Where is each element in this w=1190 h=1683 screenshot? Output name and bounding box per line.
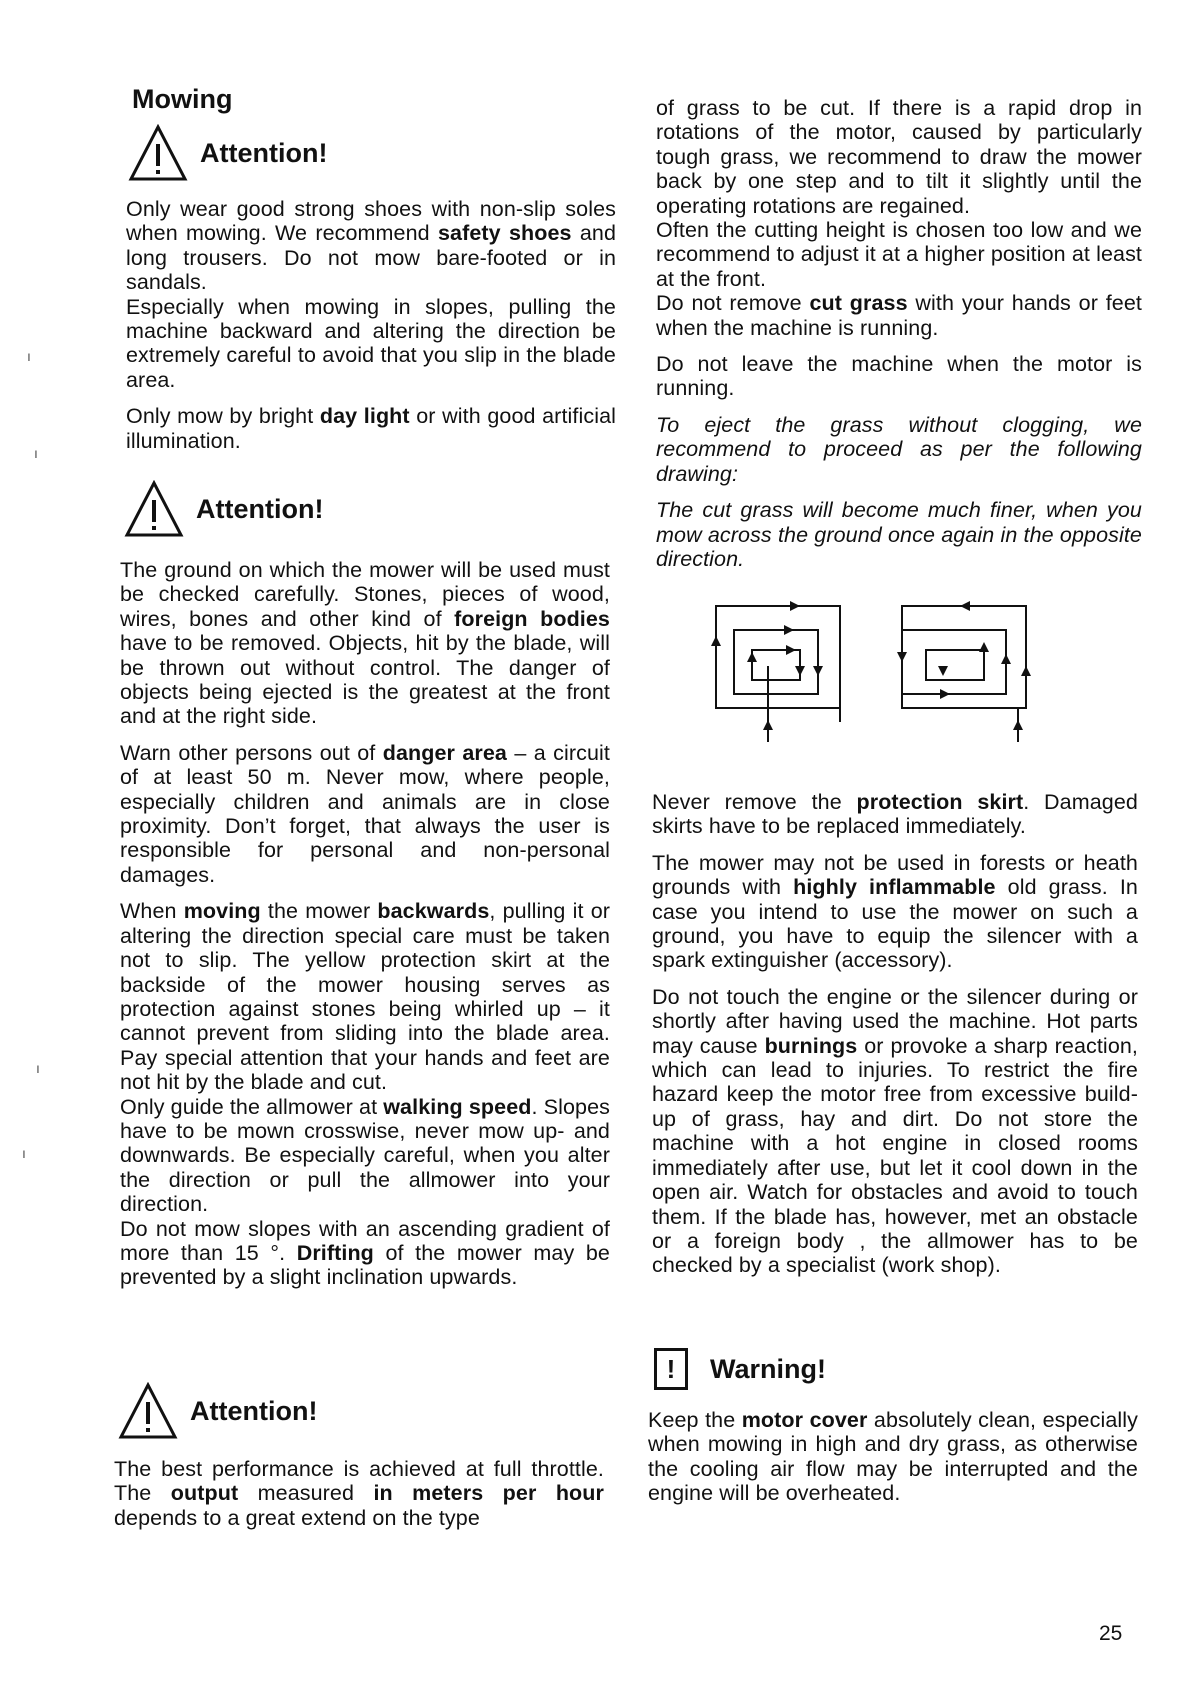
emphasis: foreign bodies xyxy=(454,606,610,631)
paragraph: Often the cutting height is chosen too low and we recommend to adjust it at a higher position at least at the front. xyxy=(656,218,1142,291)
emphasis: cut grass xyxy=(809,291,908,316)
paragraph: Warn other persons out of danger area – a circuit of at least 50 m. Never mow, where people, especially children and animals are in close proximity. Don’t forget, that always the user is responsible for personal and non-personal damages. xyxy=(120,740,610,887)
paragraph: When moving the mower backwards, pulling it or altering the direction special care must be taken not to slip. The yellow protection skirt at the backside of the mower housing serves as protection against stones being whirled up – it cannot prevent from sliding into the blade area. Pay special attention that your hands and feet are not hit by the blade and cut. xyxy=(120,899,611,1095)
emphasis: backwards xyxy=(377,899,490,924)
paragraph: Only guide the allmower at walking speed. Slopes have to be mown crosswise, never mow up- and downwards. Be especially careful, when you alter the direction or pull the allmower into your direction. xyxy=(120,1094,610,1217)
paragraph: The cut grass will become much finer, when you mow across the ground once again in the opposite direction. xyxy=(656,498,1142,571)
warning-triangle-icon xyxy=(128,124,188,182)
section-heading: Mowing xyxy=(132,84,233,114)
paragraph: Never remove the protection skirt. Damaged skirts have to be replaced immediately. xyxy=(652,790,1138,839)
warning-triangle-icon xyxy=(124,480,184,538)
emphasis: walking speed xyxy=(383,1094,532,1119)
paragraph: Keep the motor cover absolutely clean, especially when mowing in high and dry grass, as otherwise the cooling air flow may be interrupted and the engine will be overheated. xyxy=(648,1408,1138,1506)
attention-label: Attention! xyxy=(196,493,324,524)
paragraph: Do not mow slopes with an ascending gradient of more than 15 °. Drifting of the mower may be prevented by a slight inclination upwards. xyxy=(120,1216,610,1290)
emphasis: safety shoes xyxy=(437,221,572,246)
emphasis: output xyxy=(170,1481,239,1506)
page-number: 25 xyxy=(1099,1622,1123,1645)
emphasis: danger area xyxy=(382,740,507,765)
emphasis: in meters per hour xyxy=(373,1481,604,1506)
attention-block-1 xyxy=(128,124,327,182)
emphasis: burnings xyxy=(764,1033,858,1058)
paragraph: Only mow by bright day light or with good artificial illumination. xyxy=(126,404,617,453)
emphasis: protection skirt xyxy=(856,790,1024,814)
emphasis: motor cover xyxy=(741,1408,868,1432)
attention-block-3 xyxy=(118,1382,317,1440)
attention-block-2 xyxy=(124,480,323,538)
warning-triangle-icon xyxy=(118,1382,178,1440)
emphasis: moving xyxy=(183,899,261,924)
warning-label: Warning! xyxy=(710,1353,826,1384)
paragraph: The best performance is achieved at full throttle. The output measured in meters per hour depends to a great extend on the type xyxy=(114,1457,604,1530)
emphasis: day light xyxy=(319,404,410,429)
emphasis: highly inflammable xyxy=(793,875,996,900)
exclamation-box-icon: ! xyxy=(654,1348,688,1390)
paragraph: Do not touch the engine or the silencer during or shortly after having used the machine. Hot parts may cause burnings or provoke a sharp reaction, which can lead to injuries. To restrict the fire hazard keep the motor free from excessive build-up of grass, hay and dirt. Do not store the machine with a hot engine in closed rooms immediately after use, but let it cool down in the open air. Watch for obstacles and avoid to touch them. If the blade has, however, met an obstacle or a foreign body , the allmower has to be checked by a specialist (work shop). xyxy=(652,984,1139,1278)
paragraph: of grass to be cut. If there is a rapid drop in rotations of the motor, caused by particularly tough grass, we recommend to draw the mower back by one step and to tilt it slightly until the operating rotations are regained. xyxy=(656,96,1142,218)
paragraph: To eject the grass without clogging, we recommend to proceed as per the following drawing: xyxy=(656,412,1142,486)
warning-block xyxy=(654,1348,826,1390)
paragraph: Do not leave the machine when the motor is running. xyxy=(656,352,1142,401)
paragraph: The ground on which the mower will be used must be checked carefully. Stones, pieces of wood, wires, bones and other kind of foreign bodies have to be removed. Objects, hit by the blade, will be thrown out without control. The danger of objects being ejected is the greatest at the front and at the right side. xyxy=(120,558,610,729)
paragraph: The mower may not be used in forests or heath grounds with highly inflammable old grass. In case you intend to use the mower on such a ground, you have to equip the silencer with a spark extinguisher (accessory). xyxy=(652,850,1138,973)
emphasis: Drifting xyxy=(296,1240,374,1265)
paragraph: Especially when mowing in slopes, pulling the machine backward and altering the direction be extremely careful to avoid that you slip in the blade area. xyxy=(126,294,616,392)
attention-label: Attention! xyxy=(190,1395,318,1426)
paragraph: Do not remove cut grass with your hands or feet when the machine is running. xyxy=(656,291,1142,340)
paragraph: Only wear good strong shoes with non-slip soles when mowing. We recommend safety shoes and long trousers. Do not mow bare-footed or in sandals. xyxy=(126,197,616,295)
attention-label: Attention! xyxy=(200,137,328,168)
mowing-pattern-diagram xyxy=(700,592,1060,762)
